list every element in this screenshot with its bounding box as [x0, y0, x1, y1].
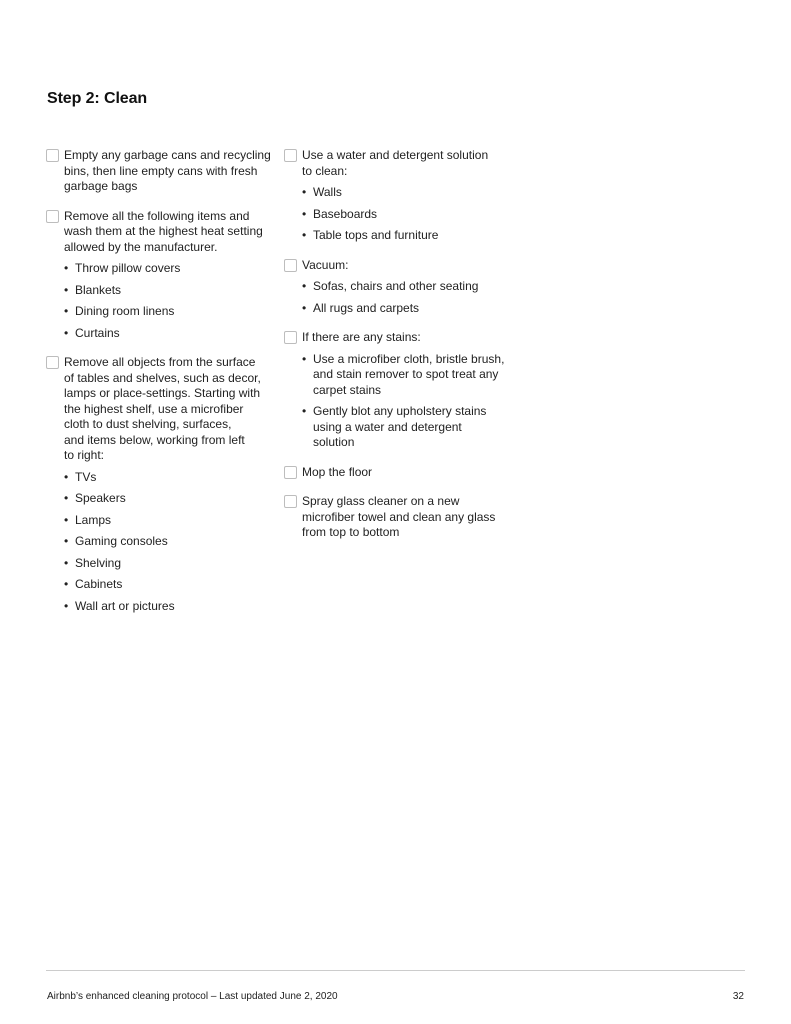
checklist-item-text: If there are any stains:	[302, 330, 421, 344]
checklist-item	[284, 494, 512, 541]
checkbox[interactable]	[46, 149, 59, 162]
bullet-item: • Cabinets	[64, 577, 274, 593]
bullet-item: • Use a microfiber cloth, bristle brush, and stain remover to spot treat any carpet stains	[302, 352, 512, 399]
bullet-item: • Throw pillow covers	[64, 261, 274, 277]
bullet-item: • Dining room linens	[64, 304, 274, 320]
checklist-item-text: Remove all the following items and wash them at the highest heat setting allowed by the manufacturer.	[64, 208, 263, 254]
checklist-left-column	[46, 148, 274, 628]
bullet-item: • Wall art or pictures	[64, 599, 274, 615]
checkbox[interactable]	[284, 259, 297, 272]
checkbox[interactable]	[284, 149, 297, 162]
checklist-item-text: Empty any garbage cans and recycling bins, then line empty cans with fresh garbage bags	[64, 148, 271, 193]
bullet-list	[302, 352, 512, 451]
checklist-item	[284, 330, 512, 451]
bullet-item: • Sofas, chairs and other seating	[302, 279, 512, 295]
page-number: 32	[732, 991, 744, 1002]
checkbox[interactable]	[46, 210, 59, 223]
checkbox[interactable]	[284, 495, 297, 508]
bullet-item: • Blankets	[64, 283, 274, 299]
checklist-item	[46, 209, 274, 342]
bullet-item: • Speakers	[64, 491, 274, 507]
checklist-item-text: Use a water and detergent solution to clean:	[302, 148, 489, 178]
checkbox[interactable]	[284, 466, 297, 479]
bullet-item: • All rugs and carpets	[302, 301, 512, 317]
bullet-item: • Gently blot any upholstery stains using a water and detergent solution	[302, 404, 512, 451]
bullet-list	[302, 185, 512, 244]
bullet-item: • Baseboards	[302, 207, 512, 223]
bullet-list	[302, 279, 512, 316]
checkbox[interactable]	[284, 331, 297, 344]
bullet-item: • Curtains	[64, 326, 274, 342]
bullet-item: • Gaming consoles	[64, 534, 274, 550]
bullet-item: • Walls	[302, 185, 512, 201]
footer-text: Airbnb’s enhanced cleaning protocol – Last updated June 2, 2020	[47, 991, 338, 1002]
checklist-item	[284, 465, 512, 481]
checklist-item	[284, 148, 512, 244]
bullet-item: • TVs	[64, 470, 274, 486]
checkbox[interactable]	[46, 356, 59, 369]
bullet-item: • Table tops and furniture	[302, 228, 512, 244]
checklist-item-text: Remove all objects from the surface of tables and shelves, such as decor, lamps or place-settings. Starting with the highest shelf, use a microfiber cloth to dust shelving, surfaces, and items below, working from left to right:	[64, 355, 261, 462]
checklist-item	[46, 148, 274, 195]
footer-divider	[46, 970, 745, 971]
checklist-right-column	[284, 148, 512, 555]
checklist-item-text: Vacuum:	[302, 257, 349, 272]
bullet-item: • Lamps	[64, 513, 274, 529]
checklist-item	[46, 355, 274, 614]
page-title: Step 2: Clean	[47, 90, 148, 107]
checklist-item	[284, 258, 512, 317]
bullet-item: • Shelving	[64, 556, 274, 572]
checklist-item-text: Spray glass cleaner on a new microfiber towel and clean any glass from top to bottom	[302, 494, 496, 539]
checklist-item-text: Mop the floor	[302, 464, 373, 479]
bullet-list	[64, 261, 274, 341]
bullet-list	[64, 470, 274, 615]
